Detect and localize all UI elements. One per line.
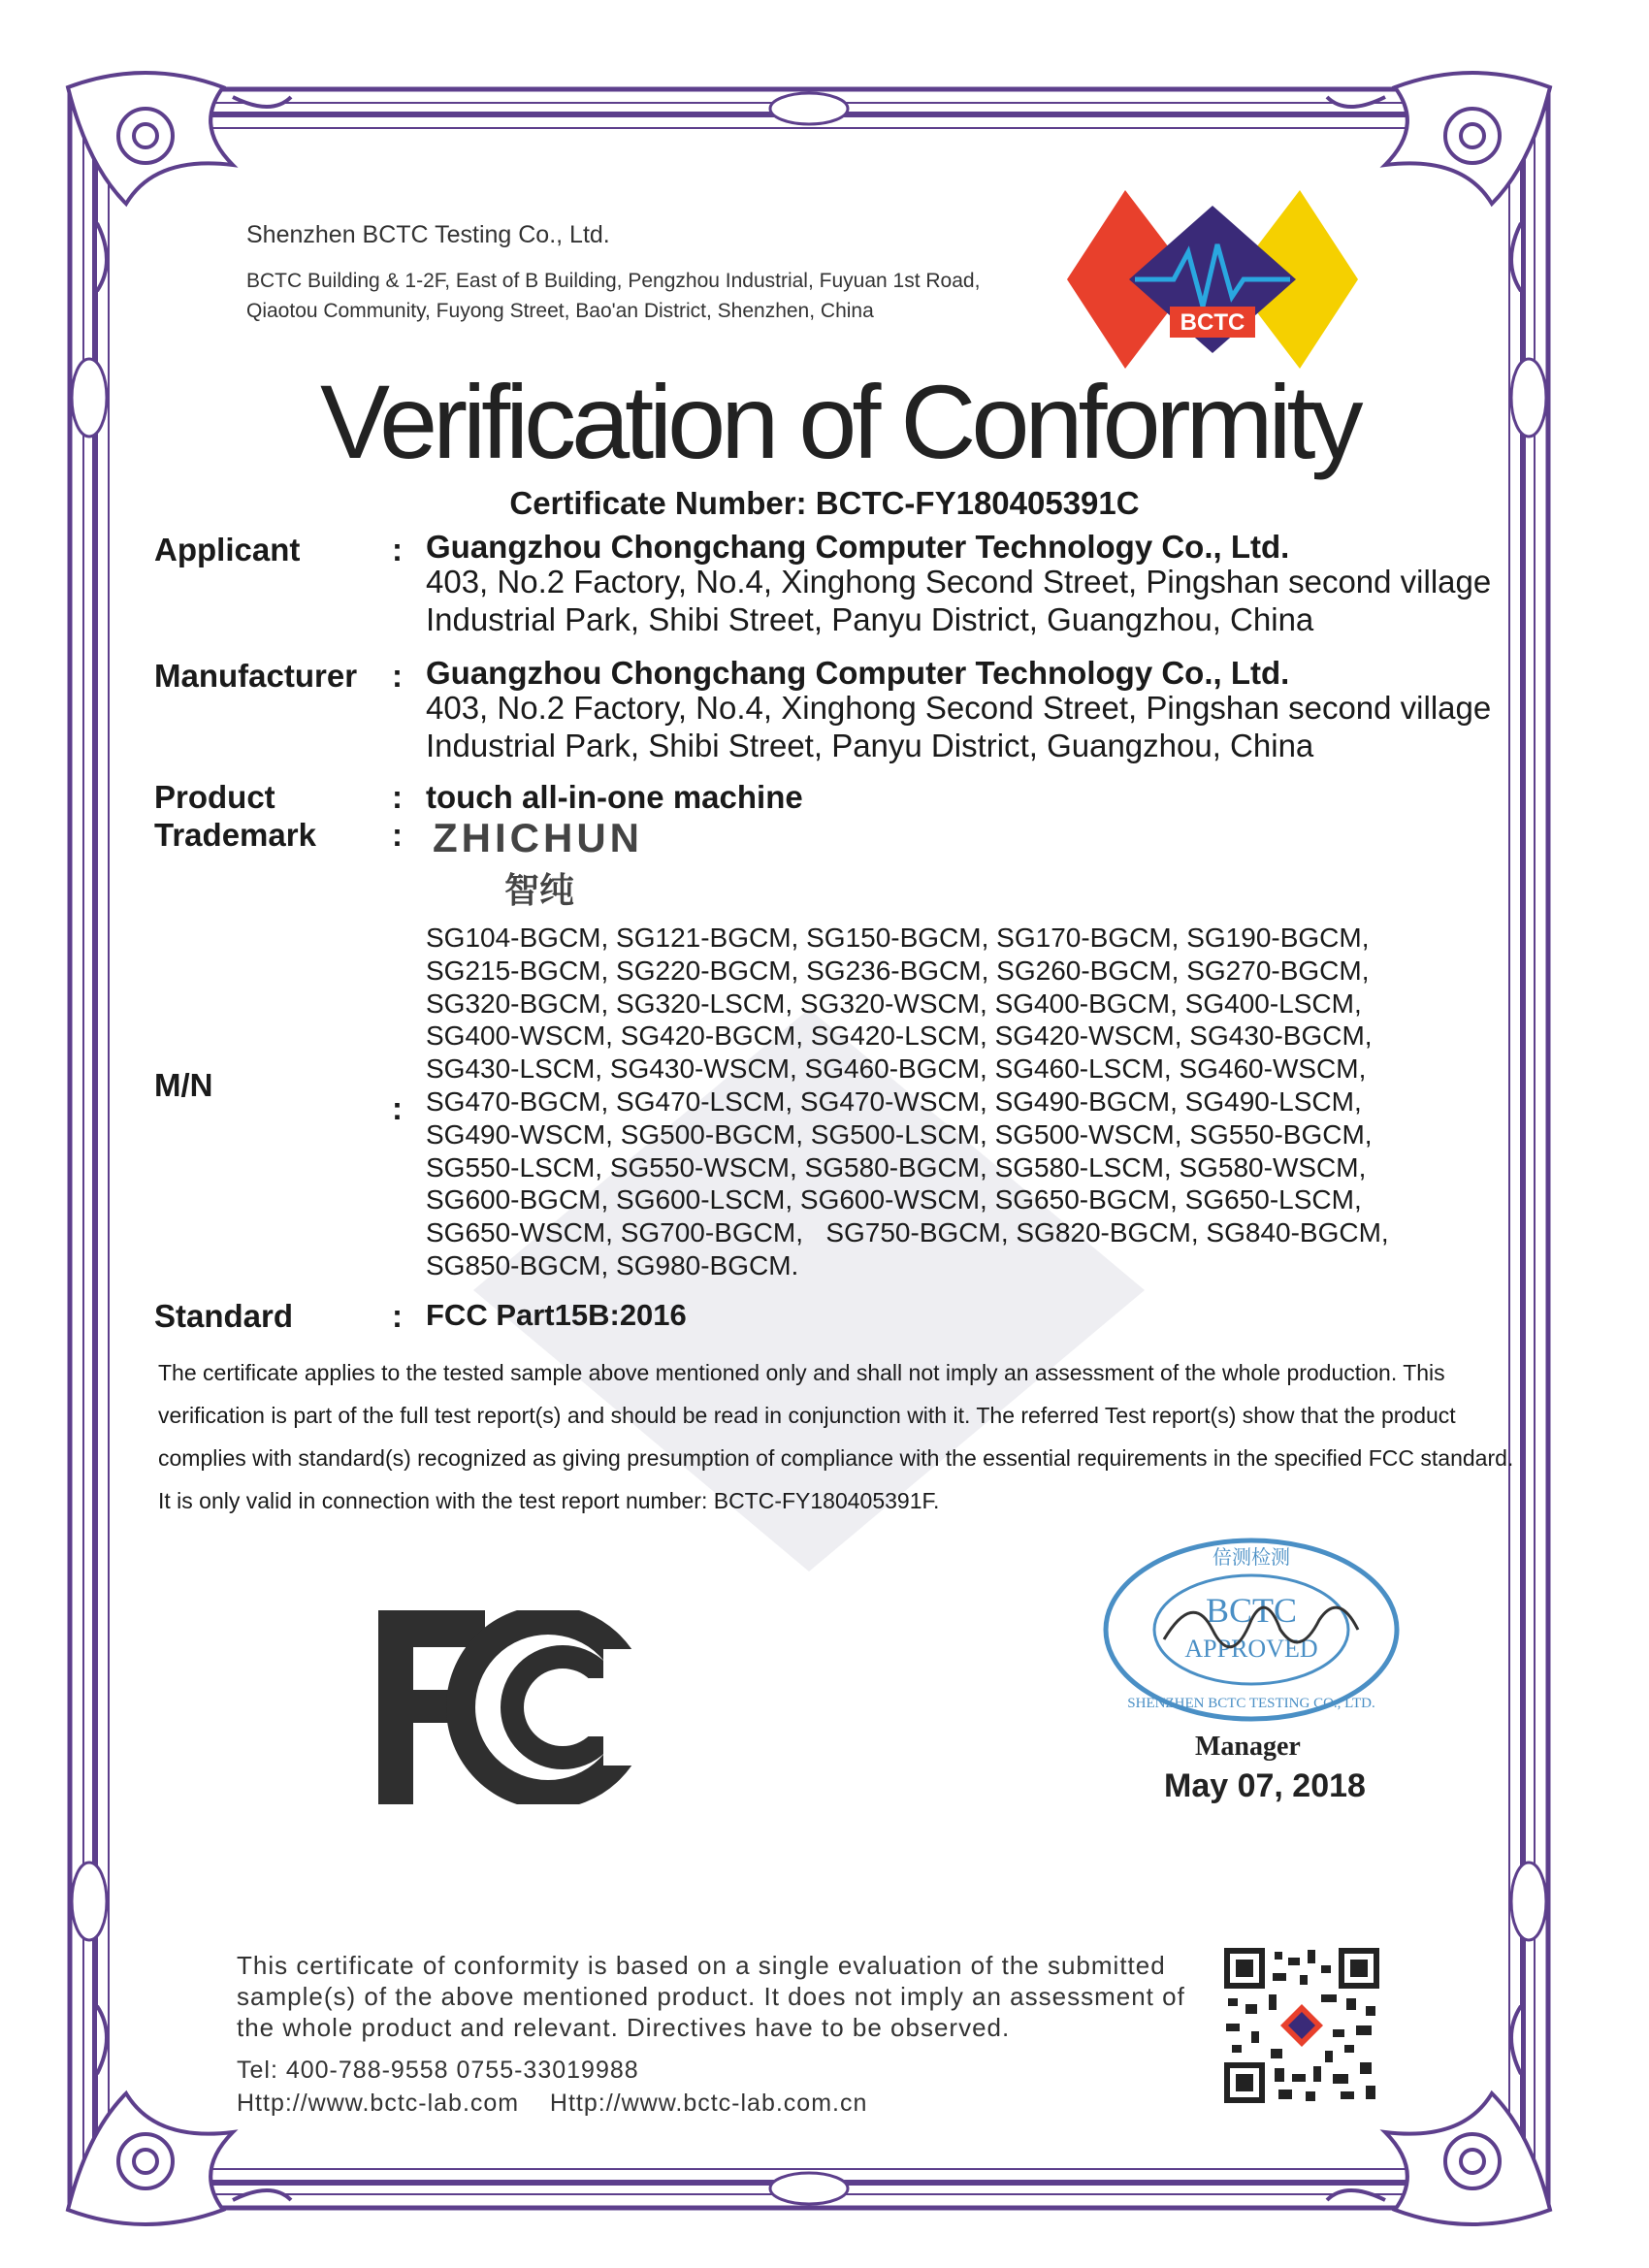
manufacturer-address: 403, No.2 Factory, No.4, Xinghong Second Street, Pingshan second village Industrial Park, Shibi Street, Panyu District, Guangzhou, China (426, 690, 1492, 763)
trademark-logo-en: ZHICHUN (433, 815, 643, 860)
manufacturer-label: Manufacturer (154, 658, 358, 694)
trademark-label: Trademark (154, 817, 316, 853)
manufacturer-colon: : (392, 658, 403, 694)
model-line: SG850-BGCM, SG980-BGCM. (426, 1249, 799, 1280)
product-label: Product (154, 779, 275, 815)
stamp-bottom-text: SHENZHEN BCTC TESTING CO., LTD. (1127, 1696, 1375, 1711)
issuer-address (246, 266, 1042, 326)
fcc-logo (378, 1610, 640, 1804)
footer-web: Http://www.bctc-lab.com Http://www.bctc-lab.com.cn (237, 2090, 868, 2117)
model-line: SG104-BGCM, SG121-BGCM, SG150-BGCM, SG170-BGCM, SG190-BGCM, (426, 923, 1370, 953)
issuer-address-line2: Qiaotou Community, Fuyong Street, Bao'an District, Shenzhen, China (246, 300, 874, 322)
stamp-approved-text: APPROVED (1184, 1635, 1318, 1663)
model-line: SG430-LSCM, SG430-WSCM, SG460-BGCM, SG460-LSCM, SG460-WSCM, (426, 1053, 1367, 1085)
model-line: SG215-BGCM, SG220-BGCM, SG236-BGCM, SG260-BGCM, SG270-BGCM, (426, 955, 1370, 986)
signatory-title: Manager (1195, 1732, 1301, 1762)
mn-colon: : (392, 1090, 403, 1126)
footer-note: This certificate of conformity is based on a single evaluation of the submitted sample(s) of the above mentioned product. It does not imply an assessment of the whole product and relevant. Directives have to be observed. (237, 1951, 1185, 2042)
fcc-logo-text: FC (378, 1610, 380, 1611)
standard-label: Standard (154, 1298, 294, 1334)
stamp-top-text: 倍测检测 (1212, 1545, 1290, 1569)
bctc-logo (1067, 182, 1358, 376)
certificate-number: Certificate Number: BCTC-FY180405391C (509, 485, 1140, 521)
model-line: SG490-WSCM, SG500-BGCM, SG500-LSCM, SG500-WSCM, SG550-BGCM, (426, 1118, 1373, 1150)
applicant-label: Applicant (154, 532, 301, 567)
issuer-address-line1: BCTC Building & 1-2F, East of B Building, Pengzhou Industrial, Fuyuan 1st Road, (246, 270, 981, 292)
stamp-center-text: BCTC (1205, 1591, 1298, 1630)
manufacturer-company: Guangzhou Chongchang Computer Technology Co., Ltd. (426, 655, 1290, 691)
product-colon: : (392, 779, 403, 815)
standard-colon: : (392, 1298, 403, 1334)
applicant-address: 403, No.2 Factory, No.4, Xinghong Second Street, Pingshan second village Industrial Park, Shibi Street, Panyu District, Guangzhou, China (426, 564, 1492, 637)
model-line: SG650-WSCM, SG700-BGCM, SG750-BGCM, SG820-BGCM, SG840-BGCM, (426, 1217, 1389, 1248)
qr-code (1224, 1948, 1379, 2103)
model-line: SG400-WSCM, SG420-BGCM, SG420-LSCM, SG420-WSCM, SG430-BGCM, (426, 1021, 1373, 1052)
corner-ornament-tl (68, 73, 291, 291)
trademark-logo-cn: 智纯 (504, 870, 575, 911)
standard-value: FCC Part15B:2016 (426, 1298, 687, 1332)
applicant-colon: : (392, 532, 403, 567)
mn-label: M/N (154, 1067, 213, 1103)
product-value: touch all-in-one machine (426, 779, 803, 815)
issuer-name: Shenzhen BCTC Testing Co., Ltd. (246, 221, 610, 248)
bctc-approved-stamp (1096, 1533, 1406, 1727)
model-line: SG600-BGCM, SG600-LSCM, SG600-WSCM, SG650-BGCM, SG650-LSCM, (426, 1184, 1362, 1215)
footer-tel: Tel: 400-788-9558 0755-33019988 (237, 2057, 639, 2084)
model-line: SG320-BGCM, SG320-LSCM, SG320-WSCM, SG400-BGCM, SG400-LSCM, (426, 988, 1362, 1019)
certificate-statement: The certificate applies to the tested sample above mentioned only and shall not imply an assessment of the whole production. This verification is part of the full test report(s) and should be read in conjunction with it. The referred Test report(s) show that the product complies with standard(s) recognized as giving presumption of compliance with the essential requirements in the specified FCC standard. It is only valid in connection with the test report number: BCTC-FY180405391F. (158, 1360, 1533, 1513)
trademark-colon: : (392, 817, 403, 853)
applicant-company: Guangzhou Chongchang Computer Technology Co., Ltd. (426, 529, 1290, 565)
document-title: Verification of Conformity (320, 363, 1359, 480)
model-line: SG550-LSCM, SG550-WSCM, SG580-BGCM, SG580-LSCM, SG580-WSCM, (426, 1151, 1367, 1183)
model-line: SG470-BGCM, SG470-LSCM, SG470-WSCM, SG490-BGCM, SG490-LSCM, (426, 1085, 1362, 1117)
issue-date: May 07, 2018 (1164, 1767, 1366, 1804)
model-number-list (426, 922, 1532, 1282)
bctc-logo-text: BCTC (1180, 309, 1245, 336)
